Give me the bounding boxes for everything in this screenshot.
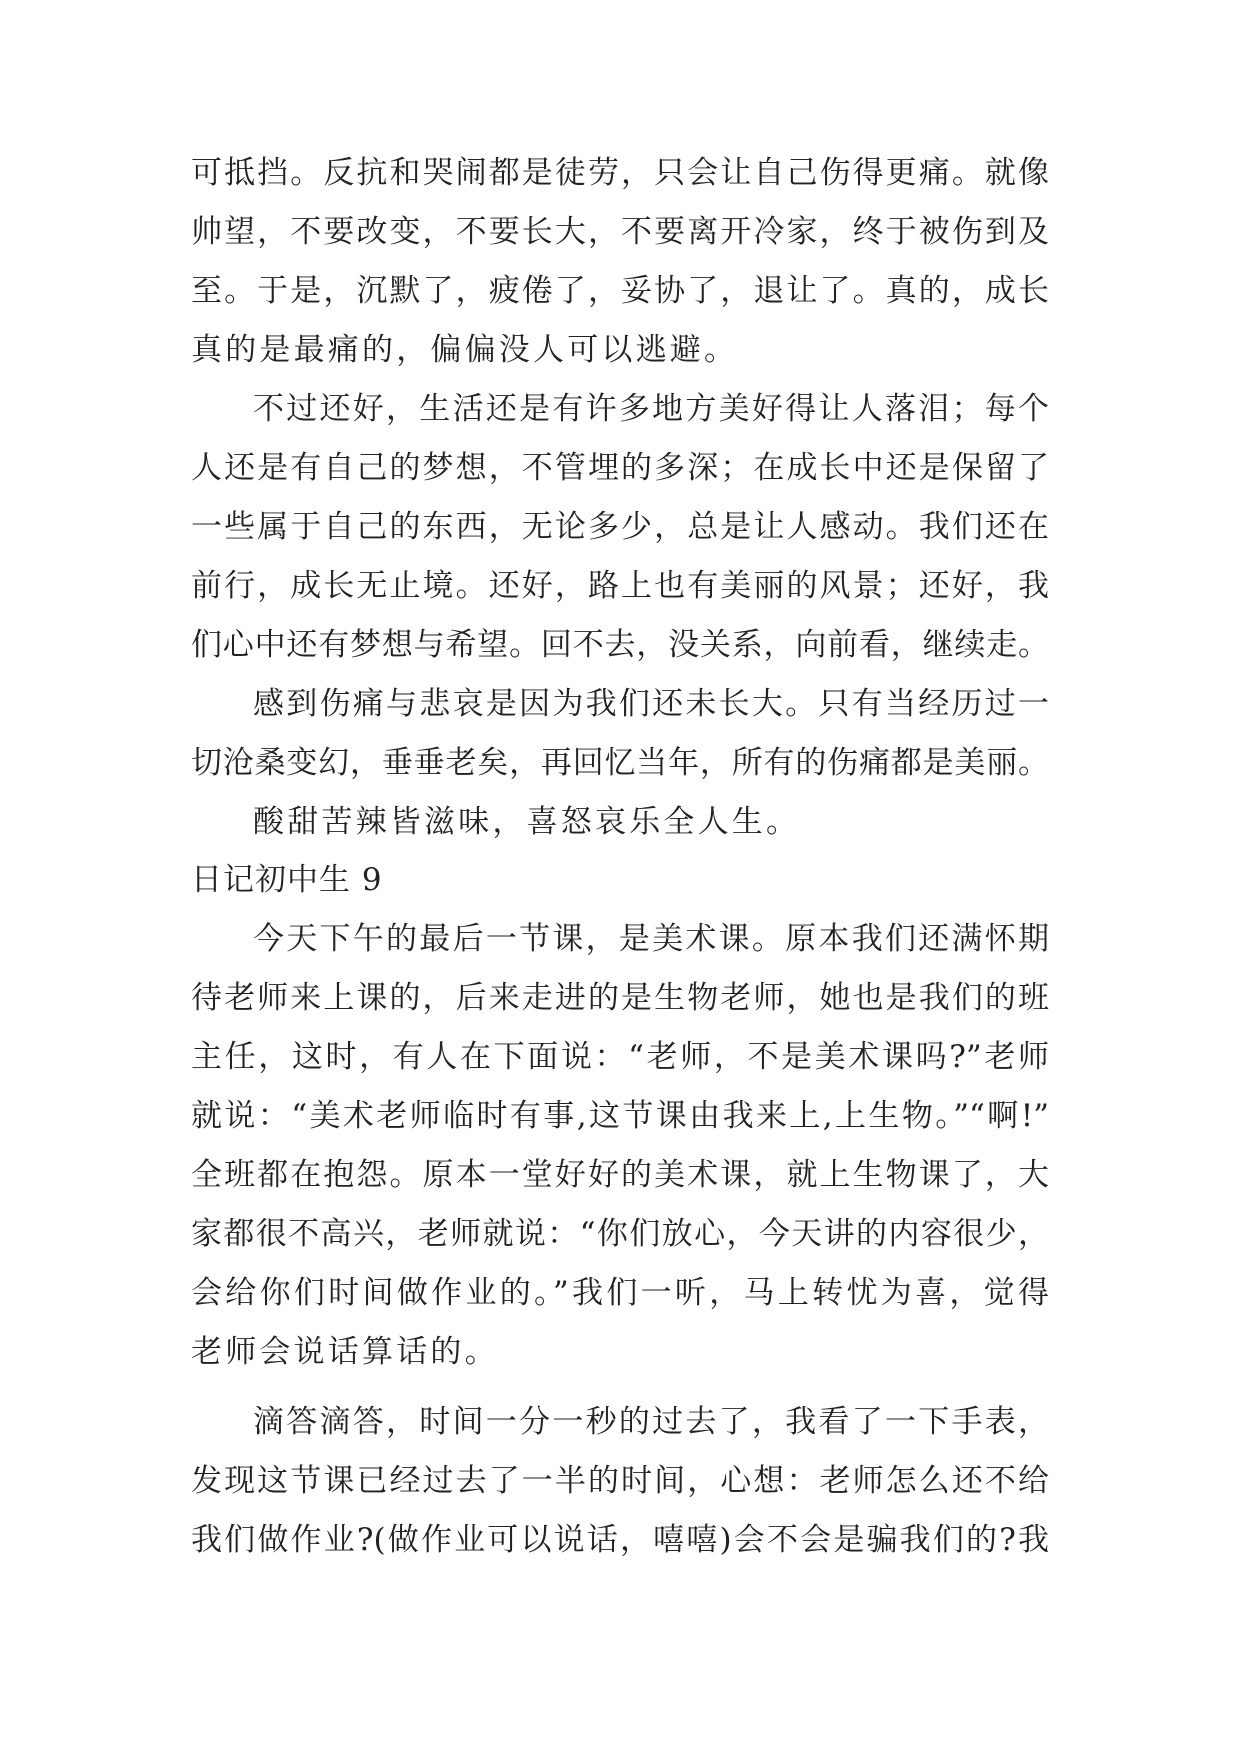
paragraph-line: 待老师来上课的，后来走进的是生物老师，她也是我们的班	[191, 980, 1049, 1016]
paragraph-line: 会给你们时间做作业的。”我们一听，马上转忧为喜，觉得	[191, 1275, 1049, 1311]
paragraph-line: 真的是最痛的，偏偏没人可以逃避。	[191, 332, 739, 368]
paragraph-line: 发现这节课已经过去了一半的时间，心想：老师怎么还不给	[191, 1463, 1049, 1499]
paragraph-line: 切沧桑变幻，垂垂老矣，再回忆当年，所有的伤痛都是美丽。	[191, 745, 1049, 781]
paragraph-line: 们心中还有梦想与希望。回不去，没关系，向前看，继续走。	[191, 627, 1049, 663]
paragraph-line: 可抵挡。反抗和哭闹都是徒劳，只会让自己伤得更痛。就像	[191, 155, 1049, 191]
paragraph-line: 就说：“美术老师临时有事,这节课由我来上,上生物。”“啊!”	[191, 1098, 1049, 1134]
paragraph-line: 全班都在抱怨。原本一堂好好的美术课，就上生物课了，大	[191, 1157, 1049, 1193]
paragraph-line: 前行，成长无止境。还好，路上也有美丽的风景；还好，我	[191, 568, 1049, 604]
paragraph-line: 不过还好，生活还是有许多地方美好得让人落泪；每个	[253, 391, 1049, 427]
paragraph-line: 我们做作业?(做作业可以说话，嘻嘻)会不会是骗我们的?我	[191, 1522, 1049, 1558]
paragraph-line: 今天下午的最后一节课，是美术课。原本我们还满怀期	[253, 921, 1049, 957]
paragraph-line: 家都很不高兴，老师就说：“你们放心，今天讲的内容很少，	[191, 1216, 1049, 1252]
paragraph-line: 滴答滴答，时间一分一秒的过去了，我看了一下手表，	[253, 1404, 1049, 1440]
section-heading: 日记初中生 9	[191, 862, 383, 898]
paragraph-line: 感到伤痛与悲哀是因为我们还未长大。只有当经历过一	[253, 686, 1049, 722]
paragraph-line: 酸甜苦辣皆滋味，喜怒哀乐全人生。	[253, 804, 801, 840]
paragraph-line: 主任，这时，有人在下面说：“老师，不是美术课吗?”老师	[191, 1039, 1049, 1075]
paragraph-line: 一些属于自己的东西，无论多少，总是让人感动。我们还在	[191, 509, 1049, 545]
paragraph-line: 老师会说话算话的。	[191, 1334, 499, 1370]
paragraph-line: 帅望，不要改变，不要长大，不要离开冷家，终于被伤到及	[191, 214, 1049, 250]
paragraph-line: 人还是有自己的梦想，不管埋的多深；在成长中还是保留了	[191, 450, 1049, 486]
paragraph-line: 至。于是，沉默了，疲倦了，妥协了，退让了。真的，成长	[191, 273, 1049, 309]
